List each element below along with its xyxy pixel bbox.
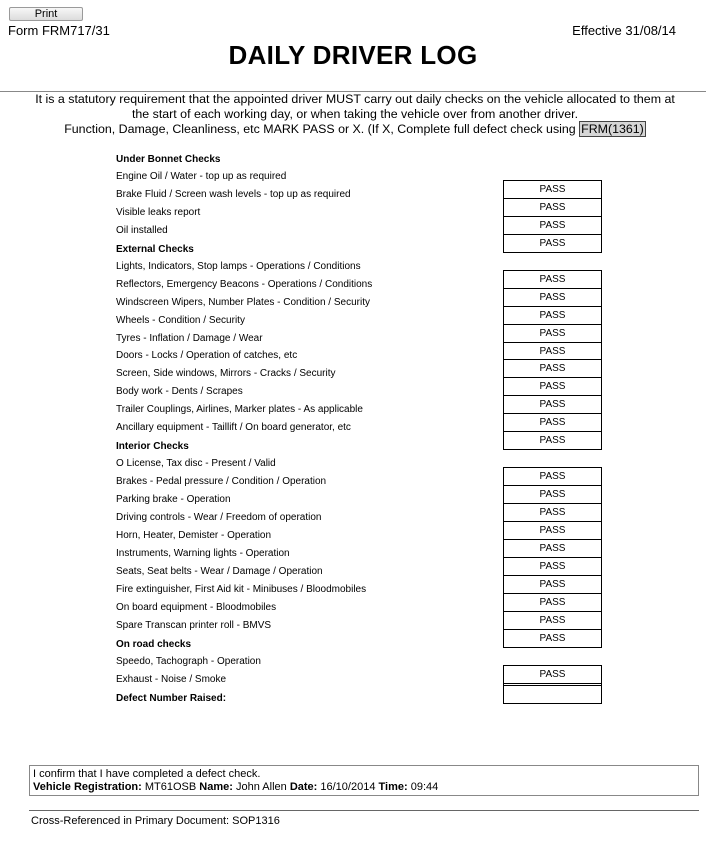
confirmation-box <box>29 765 699 796</box>
defect-number-label: Defect Number Raised: <box>116 692 227 704</box>
check-item-label: Spare Transcan printer roll - BMVS <box>116 619 272 631</box>
intro-line-3 <box>14 122 696 137</box>
intro-text <box>14 92 696 137</box>
check-status-box[interactable]: PASS <box>503 180 602 199</box>
check-item-label: Seats, Seat belts - Wear / Damage / Operation <box>116 565 323 577</box>
check-item-label: Engine Oil / Water - top up as required <box>116 170 287 182</box>
check-item-label: Body work - Dents / Scrapes <box>116 386 243 398</box>
page-title: DAILY DRIVER LOG <box>228 40 478 70</box>
check-status-box[interactable]: PASS <box>503 467 602 486</box>
vehicle-registration-value: MT61OSB <box>144 781 197 793</box>
check-item-label: Doors - Locks / Operation of catches, etc <box>116 350 298 362</box>
check-status-box[interactable]: PASS <box>503 629 602 648</box>
check-status-box[interactable]: PASS <box>503 359 602 378</box>
driver-name-label: Name: <box>199 781 233 793</box>
check-status-box[interactable]: PASS <box>503 413 602 432</box>
check-status-box[interactable]: PASS <box>503 431 602 450</box>
check-item-label: Visible leaks report <box>116 206 201 218</box>
check-item-label: Tyres - Inflation / Damage / Wear <box>116 332 263 344</box>
check-status-box[interactable]: PASS <box>503 324 602 343</box>
confirmation-statement: I confirm that I have completed a defect check. <box>33 768 261 780</box>
check-item-label: Speedo, Tachograph - Operation <box>116 655 261 667</box>
check-status-box[interactable]: PASS <box>503 521 602 540</box>
check-item-label: Fire extinguisher, First Aid kit - Minibuses / Bloodmobiles <box>116 583 367 595</box>
check-status-box[interactable]: PASS <box>503 395 602 414</box>
check-item-label: Ancillary equipment - Taillift / On board generator, etc <box>116 422 351 434</box>
check-status-box[interactable]: PASS <box>503 485 602 504</box>
time-label: Time: <box>378 781 408 793</box>
vehicle-registration-label: Vehicle Registration: <box>33 781 142 793</box>
check-status-box[interactable]: PASS <box>503 198 602 217</box>
check-status-box[interactable]: PASS <box>503 306 602 325</box>
check-status-box[interactable]: PASS <box>503 611 602 630</box>
defect-form-link[interactable]: FRM(1361) <box>581 122 644 136</box>
print-button[interactable]: Print <box>9 7 83 21</box>
section-heading: Interior Checks <box>116 441 189 453</box>
check-status-box[interactable]: PASS <box>503 234 602 253</box>
check-status-box[interactable]: PASS <box>503 593 602 612</box>
check-item-label: Exhaust - Noise / Smoke <box>116 673 227 685</box>
check-status-box[interactable]: PASS <box>503 342 602 361</box>
intro-line-3-text: Function, Damage, Cleanliness, etc MARK PASS or X. (If X, Complete full defect check using <box>64 122 576 136</box>
check-status-box[interactable]: PASS <box>503 665 602 684</box>
check-item-label: Parking brake - Operation <box>116 494 231 506</box>
effective-date: Effective 31/08/14 <box>572 23 676 38</box>
check-status-box[interactable]: PASS <box>503 377 602 396</box>
check-item-label: Instruments, Warning lights - Operation <box>116 547 290 559</box>
confirmation-details <box>33 781 695 794</box>
check-item-label: Brakes - Pedal pressure / Condition / Operation <box>116 476 327 488</box>
check-item-label: Lights, Indicators, Stop lamps - Operations / Conditions <box>116 260 361 272</box>
section-heading: Under Bonnet Checks <box>116 154 221 165</box>
check-status-box[interactable]: PASS <box>503 288 602 307</box>
footer-divider <box>29 810 699 811</box>
check-item-label: Reflectors, Emergency Beacons - Operations / Conditions <box>116 278 373 290</box>
check-item-label: Oil installed <box>116 224 168 236</box>
time-value: 09:44 <box>410 781 439 793</box>
form-number: Form FRM717/31 <box>8 23 110 38</box>
check-item-label: Trailer Couplings, Airlines, Marker plates - As applicable <box>116 404 363 416</box>
check-item-label: Horn, Heater, Demister - Operation <box>116 529 272 541</box>
intro-line-2: the start of each working day, or when taking the vehicle over from another driver. <box>131 107 579 121</box>
section-heading: On road checks <box>116 638 192 650</box>
driver-name-value: John Allen <box>235 781 287 793</box>
check-item-label: O License, Tax disc - Present / Valid <box>116 458 276 470</box>
check-item-label: Brake Fluid / Screen wash levels - top up as required <box>116 188 351 200</box>
check-item-label: Wheels - Condition / Security <box>116 314 245 326</box>
cross-reference: Cross-Referenced in Primary Document: SOP1316 <box>31 815 280 827</box>
date-value: 16/10/2014 <box>320 781 376 793</box>
check-status-box[interactable]: PASS <box>503 216 602 235</box>
check-item-label: Windscreen Wipers, Number Plates - Condition / Security <box>116 296 370 308</box>
date-label: Date: <box>289 781 318 793</box>
section-heading: External Checks <box>116 243 194 255</box>
check-item-label: Driving controls - Wear / Freedom of operation <box>116 512 322 523</box>
defect-number-field[interactable] <box>503 685 602 704</box>
check-item-label: On board equipment - Bloodmobiles <box>116 601 277 613</box>
check-status-box[interactable]: PASS <box>503 557 602 576</box>
check-item-label: Screen, Side windows, Mirrors - Cracks / Security <box>116 368 336 380</box>
intro-line-1: It is a statutory requirement that the appointed driver MUST carry out daily checks on the vehicle allocated to them at <box>35 92 675 106</box>
check-status-box[interactable]: PASS <box>503 503 602 522</box>
check-status-box[interactable]: PASS <box>503 270 602 289</box>
check-status-box[interactable]: PASS <box>503 575 602 594</box>
check-status-box[interactable]: PASS <box>503 539 602 558</box>
